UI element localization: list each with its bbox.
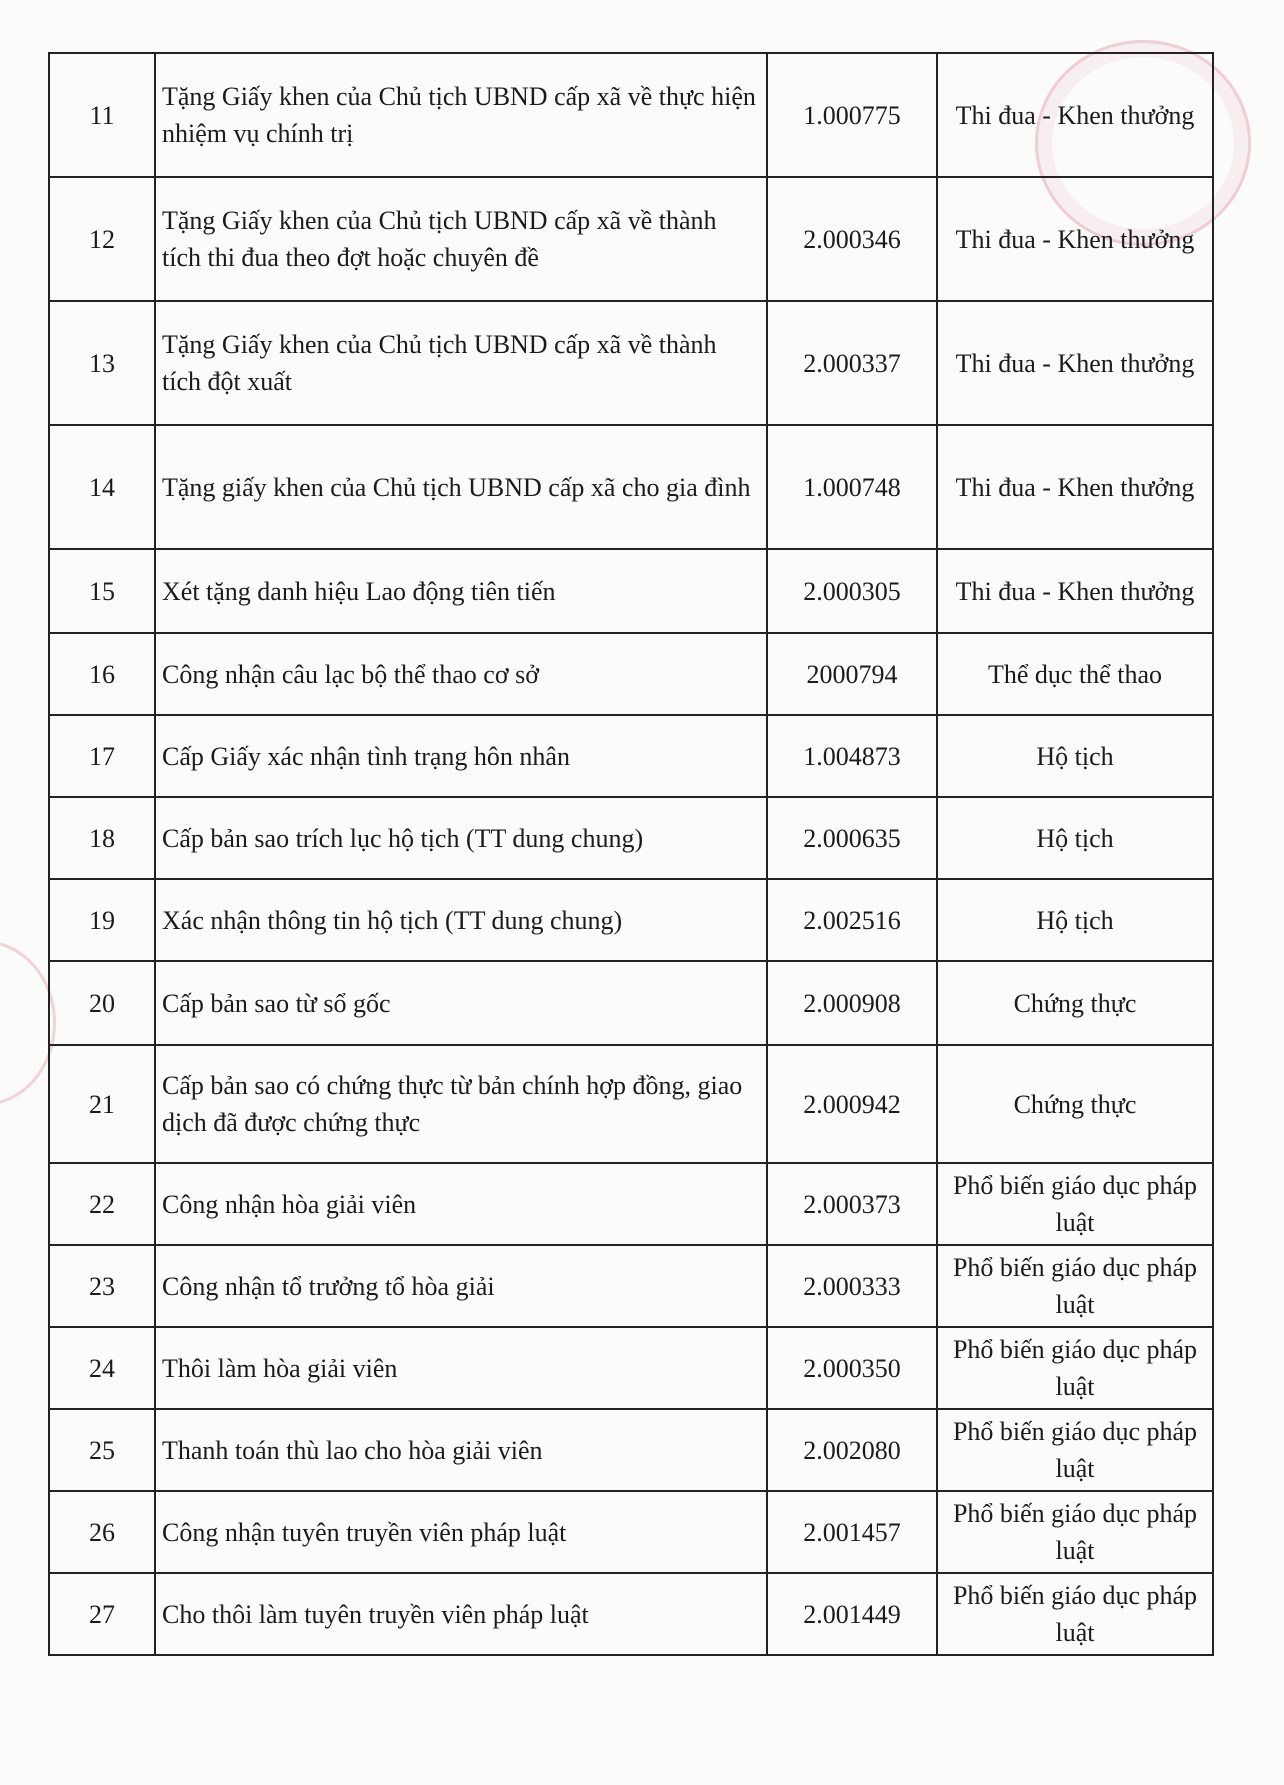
procedure-field: Phổ biến giáo dục pháp luật [937,1245,1213,1327]
table-row [49,1163,1213,1245]
procedure-field: Thể dục thể thao [937,633,1213,715]
row-number: 12 [49,177,155,301]
table-row [49,425,1213,549]
row-number: 25 [49,1409,155,1491]
table-row [49,53,1213,177]
procedure-name: Cấp bản sao trích lục hộ tịch (TT dung chung) [155,797,767,879]
table-row [49,797,1213,879]
procedure-name: Tặng Giấy khen của Chủ tịch UBND cấp xã về thành tích thi đua theo đợt hoặc chuyên đề [155,177,767,301]
procedure-field: Thi đua - Khen thưởng [937,425,1213,549]
procedure-field: Phổ biến giáo dục pháp luật [937,1327,1213,1409]
row-number: 18 [49,797,155,879]
row-number: 21 [49,1045,155,1163]
procedure-name: Cho thôi làm tuyên truyền viên pháp luật [155,1573,767,1655]
procedure-name: Tặng Giấy khen của Chủ tịch UBND cấp xã về thành tích đột xuất [155,301,767,425]
row-number: 23 [49,1245,155,1327]
procedures-table [48,52,1214,1656]
procedure-code: 2.000350 [767,1327,937,1409]
row-number: 22 [49,1163,155,1245]
procedure-code: 2.001449 [767,1573,937,1655]
procedure-name: Xét tặng danh hiệu Lao động tiên tiến [155,549,767,633]
procedure-code: 2.000337 [767,301,937,425]
row-number: 17 [49,715,155,797]
procedure-code: 2.001457 [767,1491,937,1573]
row-number: 26 [49,1491,155,1573]
table-row [49,1491,1213,1573]
procedures-table-body [49,53,1213,1655]
row-number: 14 [49,425,155,549]
procedure-code: 2000794 [767,633,937,715]
procedure-name: Tặng giấy khen của Chủ tịch UBND cấp xã cho gia đình [155,425,767,549]
procedure-code: 2.000373 [767,1163,937,1245]
table-row [49,961,1213,1045]
procedure-code: 1.004873 [767,715,937,797]
procedure-name: Công nhận câu lạc bộ thể thao cơ sở [155,633,767,715]
table-row [49,301,1213,425]
procedure-code: 2.000908 [767,961,937,1045]
procedure-name: Cấp bản sao từ sổ gốc [155,961,767,1045]
procedure-code: 2.000942 [767,1045,937,1163]
procedure-name: Xác nhận thông tin hộ tịch (TT dung chung) [155,879,767,961]
procedure-field: Phổ biến giáo dục pháp luật [937,1163,1213,1245]
procedure-field: Thi đua - Khen thưởng [937,549,1213,633]
procedure-field: Hộ tịch [937,879,1213,961]
procedure-name: Công nhận hòa giải viên [155,1163,767,1245]
row-number: 27 [49,1573,155,1655]
procedure-name: Cấp Giấy xác nhận tình trạng hôn nhân [155,715,767,797]
row-number: 13 [49,301,155,425]
procedure-field: Phổ biến giáo dục pháp luật [937,1573,1213,1655]
procedure-name: Tặng Giấy khen của Chủ tịch UBND cấp xã về thực hiện nhiệm vụ chính trị [155,53,767,177]
procedure-code: 2.002080 [767,1409,937,1491]
procedure-code: 2.002516 [767,879,937,961]
table-row [49,1045,1213,1163]
procedure-field: Thi đua - Khen thưởng [937,53,1213,177]
procedure-field: Chứng thực [937,1045,1213,1163]
table-row [49,1245,1213,1327]
procedure-code: 2.000333 [767,1245,937,1327]
procedure-field: Thi đua - Khen thưởng [937,177,1213,301]
procedure-field: Hộ tịch [937,715,1213,797]
procedure-field: Chứng thực [937,961,1213,1045]
procedure-code: 2.000635 [767,797,937,879]
table-row [49,715,1213,797]
procedure-name: Công nhận tuyên truyền viên pháp luật [155,1491,767,1573]
table-row [49,177,1213,301]
table-row [49,1409,1213,1491]
row-number: 11 [49,53,155,177]
table-row [49,1573,1213,1655]
row-number: 24 [49,1327,155,1409]
table-row [49,633,1213,715]
row-number: 19 [49,879,155,961]
procedure-field: Phổ biến giáo dục pháp luật [937,1491,1213,1573]
procedure-code: 1.000775 [767,53,937,177]
procedure-field: Thi đua - Khen thưởng [937,301,1213,425]
row-number: 16 [49,633,155,715]
procedure-code: 2.000346 [767,177,937,301]
procedure-name: Thanh toán thù lao cho hòa giải viên [155,1409,767,1491]
procedure-name: Cấp bản sao có chứng thực từ bản chính hợp đồng, giao dịch đã được chứng thực [155,1045,767,1163]
row-number: 20 [49,961,155,1045]
procedure-field: Hộ tịch [937,797,1213,879]
procedure-code: 2.000305 [767,549,937,633]
table-row [49,549,1213,633]
procedure-field: Phổ biến giáo dục pháp luật [937,1409,1213,1491]
table-row [49,879,1213,961]
row-number: 15 [49,549,155,633]
procedure-code: 1.000748 [767,425,937,549]
procedure-name: Công nhận tổ trưởng tổ hòa giải [155,1245,767,1327]
table-row [49,1327,1213,1409]
procedure-name: Thôi làm hòa giải viên [155,1327,767,1409]
